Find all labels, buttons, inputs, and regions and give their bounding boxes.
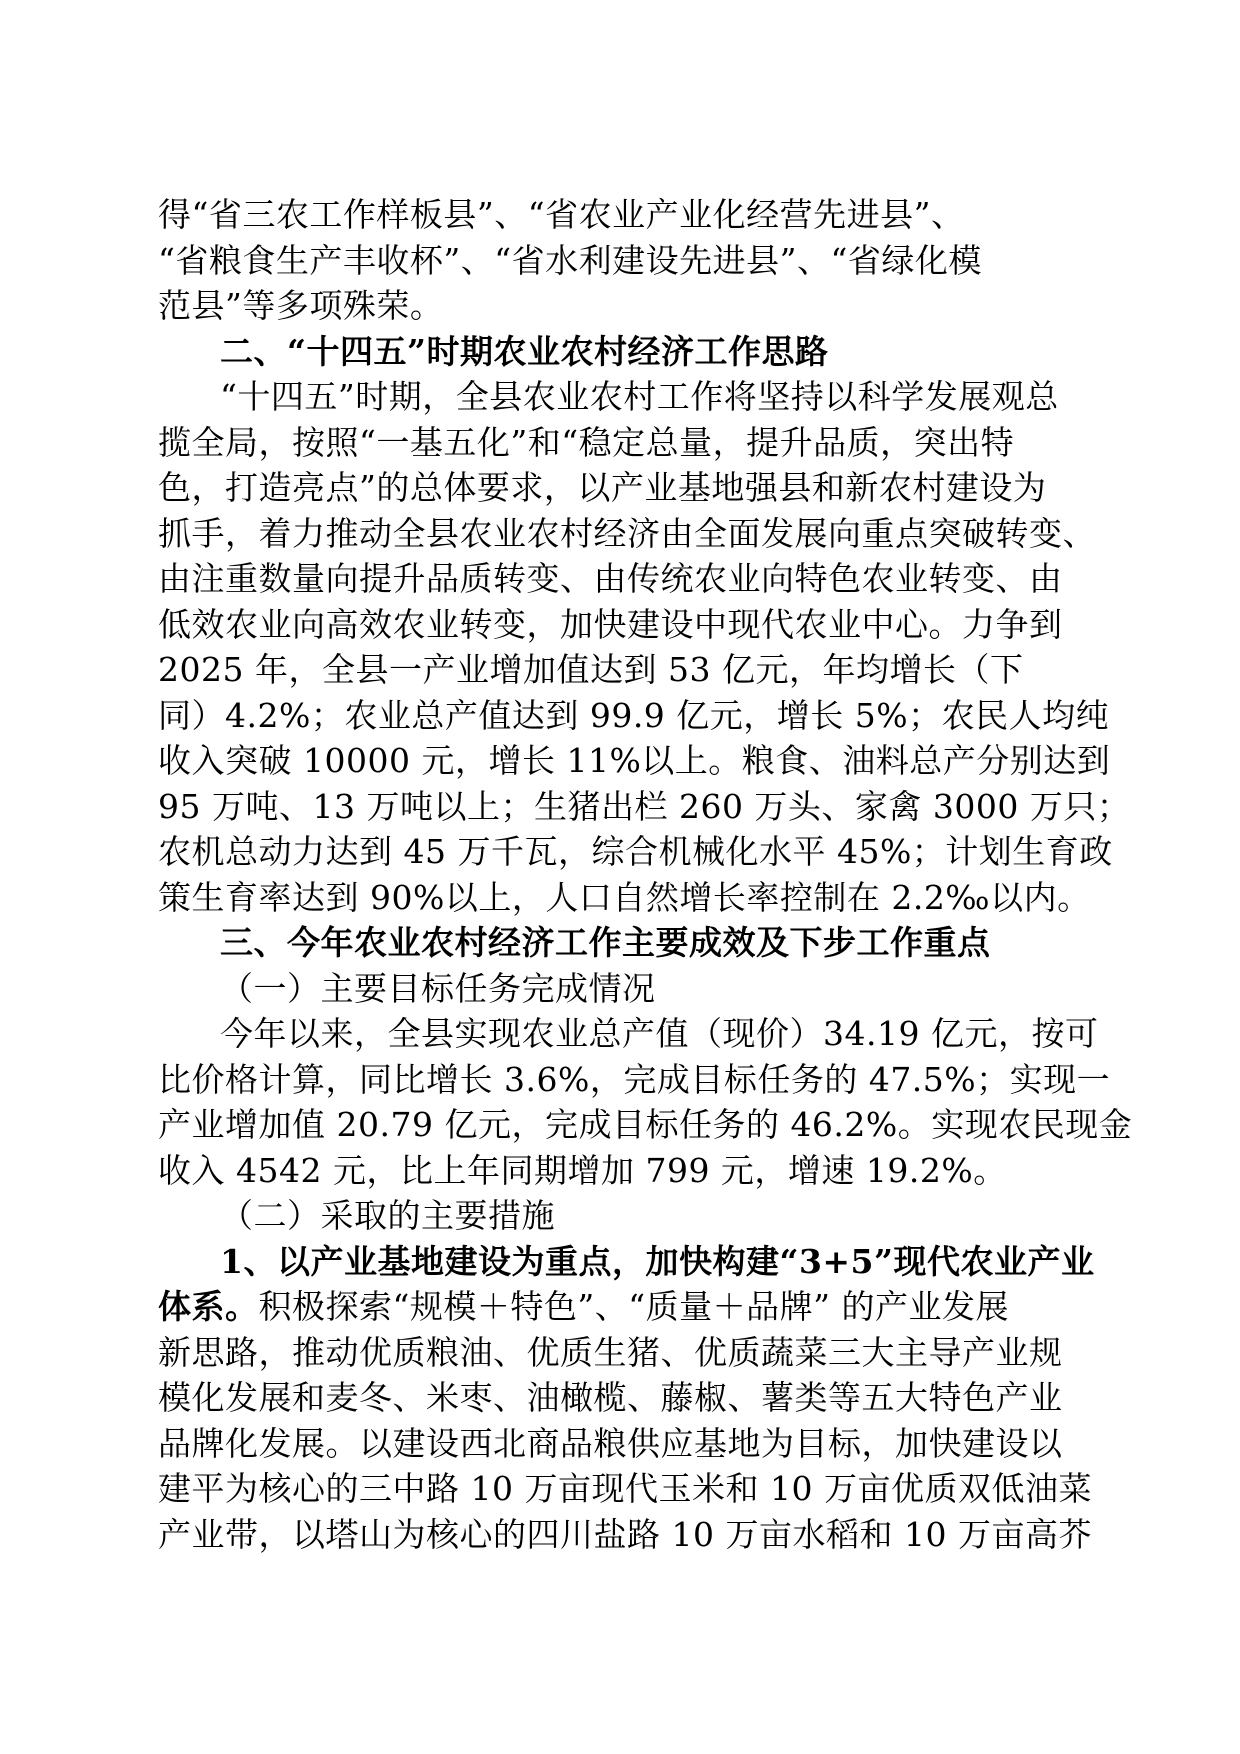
subsection-heading: （二）采取的主要措施 <box>220 1196 555 1235</box>
document-page <box>158 192 1133 1557</box>
measure-lead-line: 1、以产业基地建设为重点，加快构建“3+5”现代农业产业 <box>220 1241 1095 1281</box>
paragraph-line: 收入突破 10000 元，增长 11%以上。粮食、油料总产分别达到 <box>158 741 1111 780</box>
paragraph-line: 2025 年，全县一产业增加值达到 53 亿元，年均增长（下 <box>158 650 1024 689</box>
paragraph-line: 产业增加值 20.79 亿元，完成目标任务的 46.2%。实现农民现金 <box>158 1105 1133 1144</box>
paragraph-line: 揽全局，按照“一基五化”和“稳定总量，提升品质，突出特 <box>158 422 1015 462</box>
measure-body-text: 积极探索“规模＋特色”、“质量＋品牌” 的产业发展 <box>258 1287 1009 1326</box>
paragraph-line: 由注重数量向提升品质转变、由传统农业向特色农业转变、由 <box>158 559 1063 598</box>
paragraph-line: 低效农业向高效农业转变，加快建设中现代农业中心。力争到 <box>158 604 1063 644</box>
paragraph-line: 今年以来，全县实现农业总产值（现价）34.19 亿元，按可 <box>220 1014 1099 1053</box>
paragraph-line: 同）4.2%；农业总产值达到 99.9 亿元，增长 5%；农民人均纯 <box>158 695 1110 735</box>
paragraph-line: “省粮食生产丰收杯”、“省水利建设先进县”、“省绿化模 <box>158 240 982 280</box>
paragraph-line: 产业带，以塔山为核心的四川盐路 10 万亩水稻和 10 万亩高芥 <box>158 1514 1092 1554</box>
paragraph-line: 色，打造亮点”的总体要求，以产业基地强县和新农村建设为 <box>158 468 1047 507</box>
paragraph-line: 新思路，推动优质粮油、优质生猪、优质蔬菜三大主导产业规 <box>158 1332 1063 1372</box>
paragraph-line: 抓手，着力推动全县农业农村经济由全面发展向重点突破转变、 <box>158 513 1096 553</box>
measure-line <box>158 1284 1078 1330</box>
paragraph-line: 建平为核心的三中路 10 万亩现代玉米和 10 万亩优质双低油菜 <box>158 1469 1092 1508</box>
paragraph-line: 模化发展和麦冬、米枣、油橄榄、藤椒、薯类等五大特色产业 <box>158 1378 1063 1417</box>
measure-lead-text: 体系。 <box>158 1287 259 1326</box>
section-heading: 二、“十四五”时期农业农村经济工作思路 <box>220 331 829 371</box>
paragraph-line: 范县”等多项殊荣。 <box>158 286 444 325</box>
paragraph-line: 收入 4542 元，比上年同期增加 799 元，增速 19.2%。 <box>158 1150 1007 1190</box>
paragraph-line: 95 万吨、13 万吨以上；生猪出栏 260 万头、家禽 3000 万只； <box>158 786 1131 826</box>
paragraph-line: 品牌化发展。以建设西北商品粮供应基地为目标，加快建设以 <box>158 1423 1063 1463</box>
paragraph-line: 得“省三农工作样板县”、“省农业产业化经营先进县”、 <box>158 195 965 234</box>
section-heading: 三、今年农业农村经济工作主要成效及下步工作重点 <box>220 923 991 962</box>
paragraph-line: 农机总动力达到 45 万千瓦，综合机械化水平 45%；计划生育政 <box>158 832 1113 871</box>
subsection-heading: （一）主要目标任务完成情况 <box>220 968 656 1008</box>
paragraph-line: 比价格计算，同比增长 3.6%，完成目标任务的 47.5%；实现一 <box>158 1059 1111 1099</box>
paragraph-line: “十四五”时期，全县农业农村工作将坚持以科学发展观总 <box>220 377 1059 416</box>
paragraph-line: 策生育率达到 90%以上，人口自然增长率控制在 2.2‰以内。 <box>158 877 1091 917</box>
